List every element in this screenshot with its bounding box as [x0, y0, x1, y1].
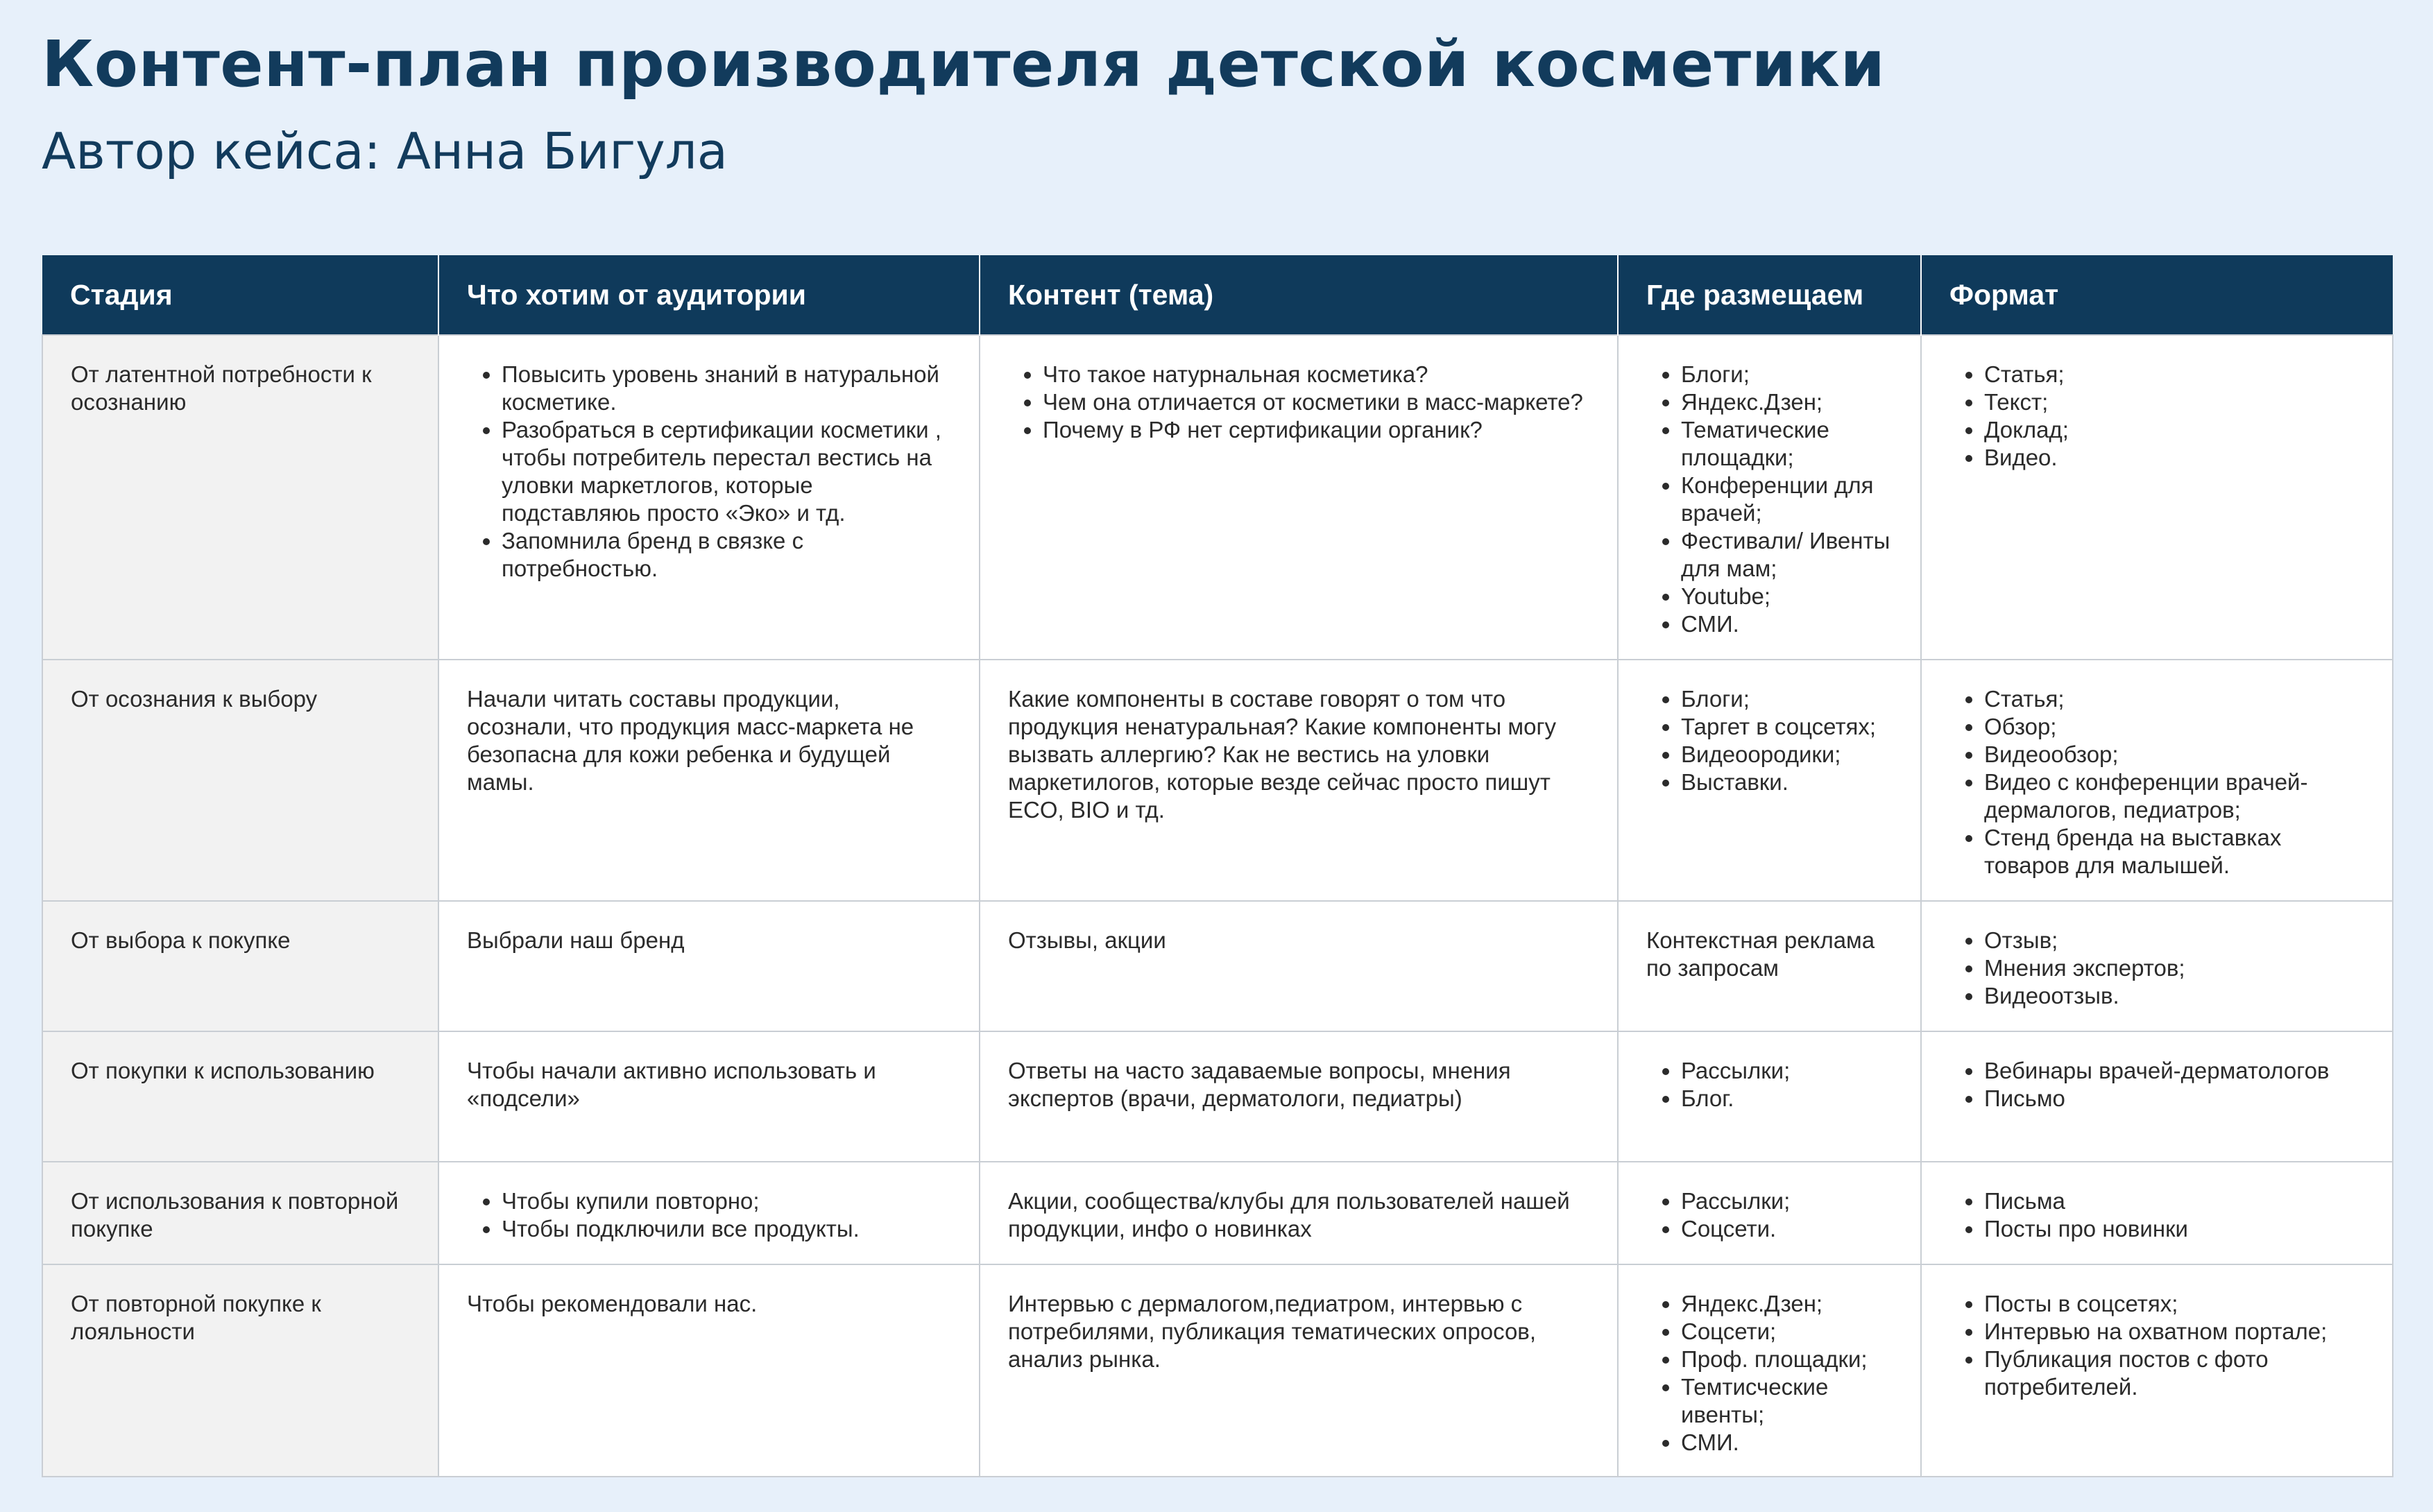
goal-cell — [438, 1031, 980, 1162]
format-cell — [1921, 901, 2393, 1031]
where-cell — [1618, 901, 1921, 1031]
format-list — [1949, 927, 2364, 1010]
content-text: Отзывы, акции — [1008, 927, 1166, 953]
goal-text: Выбрали наш бренд — [467, 927, 685, 953]
goal-list — [467, 1187, 951, 1243]
stage-cell — [42, 901, 438, 1031]
goal-cell — [438, 660, 980, 901]
content-cell — [980, 1264, 1618, 1477]
format-list — [1949, 685, 2364, 879]
table-row — [42, 1162, 2393, 1264]
stage-text: От покупки к использованию — [71, 1058, 375, 1083]
list-item: • Запомнила бренд в связке с потребностью. — [502, 527, 951, 583]
list-item: • Таргет в соцсетях; — [1681, 713, 1893, 741]
list-item: • Блог. — [1681, 1085, 1893, 1112]
stage-text: От осознания к выбору — [71, 686, 318, 712]
format-cell — [1921, 335, 2393, 660]
goal-cell — [438, 1162, 980, 1264]
where-list — [1646, 1057, 1893, 1112]
list-item: • Видео с конференции врачей-дермалогов, педиатров; — [1984, 768, 2364, 824]
where-list — [1646, 361, 1893, 638]
list-item: • Фестивали/ Ивенты для мам; — [1681, 527, 1893, 583]
list-item: • Проф. площадки; — [1681, 1346, 1893, 1373]
where-list — [1646, 1290, 1893, 1457]
list-item: • Что такое натурнальная косметика? — [1043, 361, 1589, 388]
list-item: • Повысить уровень знаний в натуральной косметике. — [502, 361, 951, 416]
content-cell — [980, 660, 1618, 901]
stage-text: От выбора к покупке — [71, 927, 291, 953]
list-item: • Рассылки; — [1681, 1187, 1893, 1215]
list-item: • Посты в соцсетях; — [1984, 1290, 2364, 1318]
list-item: • Публикация постов с фото потребителей. — [1984, 1346, 2364, 1401]
list-item: • Рассылки; — [1681, 1057, 1893, 1085]
list-item: • Доклад; — [1984, 416, 2364, 444]
stage-text: От повторной покупке к лояльности — [71, 1291, 321, 1344]
where-list — [1646, 1187, 1893, 1243]
format-cell — [1921, 1162, 2393, 1264]
list-item: • Видеоородики; — [1681, 741, 1893, 768]
list-item: • Интервью на охватном портале; — [1984, 1318, 2364, 1346]
list-item: • Вебинары врачей-дерматологов — [1984, 1057, 2364, 1085]
content-text: Ответы на часто задаваемые вопросы, мнения экспертов (врачи, дерматологи, педиатры) — [1008, 1058, 1511, 1111]
format-list — [1949, 361, 2364, 472]
list-item: • Письмо — [1984, 1085, 2364, 1112]
where-cell — [1618, 1162, 1921, 1264]
table-row — [42, 335, 2393, 660]
where-text: Контекстная реклама по запросам — [1646, 927, 1875, 981]
list-item: • СМИ. — [1681, 1429, 1893, 1457]
content-list — [1008, 361, 1589, 444]
content-text: Какие компоненты в составе говорят о том что продукция ненатуральная? Какие компоненты могу вызвать аллергию? Как не вестись на уловки маркетилогов, которые везде сейчас просто пишут ECO, BIO и тд. — [1008, 686, 1557, 823]
list-item: • Яндекс.Дзен; — [1681, 1290, 1893, 1318]
goal-list — [467, 361, 951, 583]
list-item: • Отзыв; — [1984, 927, 2364, 954]
format-cell — [1921, 660, 2393, 901]
format-list — [1949, 1057, 2364, 1112]
stage-cell — [42, 1162, 438, 1264]
stage-cell — [42, 1264, 438, 1477]
where-cell — [1618, 335, 1921, 660]
content-cell — [980, 901, 1618, 1031]
list-item: • Яндекс.Дзен; — [1681, 388, 1893, 416]
table-header-row — [42, 255, 2393, 335]
where-list — [1646, 685, 1893, 796]
where-cell — [1618, 660, 1921, 901]
list-item: • Блоги; — [1681, 685, 1893, 713]
content-cell — [980, 1031, 1618, 1162]
goal-text: Чтобы начали активно использовать и «подсели» — [467, 1058, 876, 1111]
format-cell — [1921, 1264, 2393, 1477]
list-item: • Письма — [1984, 1187, 2364, 1215]
list-item: • Обзор; — [1984, 713, 2364, 741]
page-subtitle: Автор кейса: Анна Бигула — [42, 122, 728, 180]
content-plan-table — [42, 255, 2393, 1477]
format-list — [1949, 1187, 2364, 1243]
format-list — [1949, 1290, 2364, 1401]
list-item: • Выставки. — [1681, 768, 1893, 796]
content-cell — [980, 335, 1618, 660]
goal-cell — [438, 1264, 980, 1477]
where-cell — [1618, 1264, 1921, 1477]
list-item: • Статья; — [1984, 685, 2364, 713]
header-content: Контент (тема) — [980, 255, 1618, 335]
list-item: • Соцсети. — [1681, 1215, 1893, 1243]
goal-cell — [438, 335, 980, 660]
list-item: • Мнения экспертов; — [1984, 954, 2364, 982]
list-item: • Видеоотзыв. — [1984, 982, 2364, 1010]
list-item: • Чем она отличается от косметики в масс-маркете? — [1043, 388, 1589, 416]
stage-cell — [42, 335, 438, 660]
format-cell — [1921, 1031, 2393, 1162]
content-text: Акции, сообщества/клубы для пользователей нашей продукции, инфо о новинках — [1008, 1188, 1570, 1242]
table-row — [42, 1031, 2393, 1162]
list-item: • Видео. — [1984, 444, 2364, 472]
list-item: • Почему в РФ нет сертификации органик? — [1043, 416, 1589, 444]
list-item: • Чтобы подключили все продукты. — [502, 1215, 951, 1243]
table-row — [42, 1264, 2393, 1477]
stage-text: От латентной потребности к осознанию — [71, 361, 372, 415]
list-item: • Видеообзор; — [1984, 741, 2364, 768]
list-item: • Конференции для врачей; — [1681, 472, 1893, 527]
header-format: Формат — [1921, 255, 2393, 335]
header-where: Где размещаем — [1618, 255, 1921, 335]
stage-cell — [42, 1031, 438, 1162]
list-item: • СМИ. — [1681, 610, 1893, 638]
list-item: • Соцсети; — [1681, 1318, 1893, 1346]
list-item: • Посты про новинки — [1984, 1215, 2364, 1243]
list-item: • Статья; — [1984, 361, 2364, 388]
list-item: • Темтисческие ивенты; — [1681, 1373, 1893, 1429]
stage-text: От использования к повторной покупке — [71, 1188, 399, 1242]
header-goal: Что хотим от аудитории — [438, 255, 980, 335]
goal-cell — [438, 901, 980, 1031]
table-row — [42, 660, 2393, 901]
table-row — [42, 901, 2393, 1031]
page-title: Контент-план производителя детской косметики — [42, 27, 1886, 101]
list-item: • Блоги; — [1681, 361, 1893, 388]
content-text: Интервью с дермалогом,педиатром, интервью с потребилями, публикация тематических опросов, анализ рынка. — [1008, 1291, 1536, 1372]
content-cell — [980, 1162, 1618, 1264]
header-stage: Стадия — [42, 255, 438, 335]
goal-text: Чтобы рекомендовали нас. — [467, 1291, 758, 1316]
list-item: • Разобраться в сертификации косметики , чтобы потребитель перестал вестись на уловки маркетлогов, которые подставляюь просто «Эко» и тд. — [502, 416, 951, 527]
list-item: • Тематические площадки; — [1681, 416, 1893, 472]
list-item: • Чтобы купили повторно; — [502, 1187, 951, 1215]
stage-cell — [42, 660, 438, 901]
where-cell — [1618, 1031, 1921, 1162]
list-item: • Стенд бренда на выставках товаров для малышей. — [1984, 824, 2364, 879]
list-item: • Текст; — [1984, 388, 2364, 416]
goal-text: Начали читать составы продукции, осознали, что продукция масс-маркета не безопасна для кожи ребенка и будущей мамы. — [467, 686, 914, 795]
list-item: • Youtube; — [1681, 583, 1893, 610]
